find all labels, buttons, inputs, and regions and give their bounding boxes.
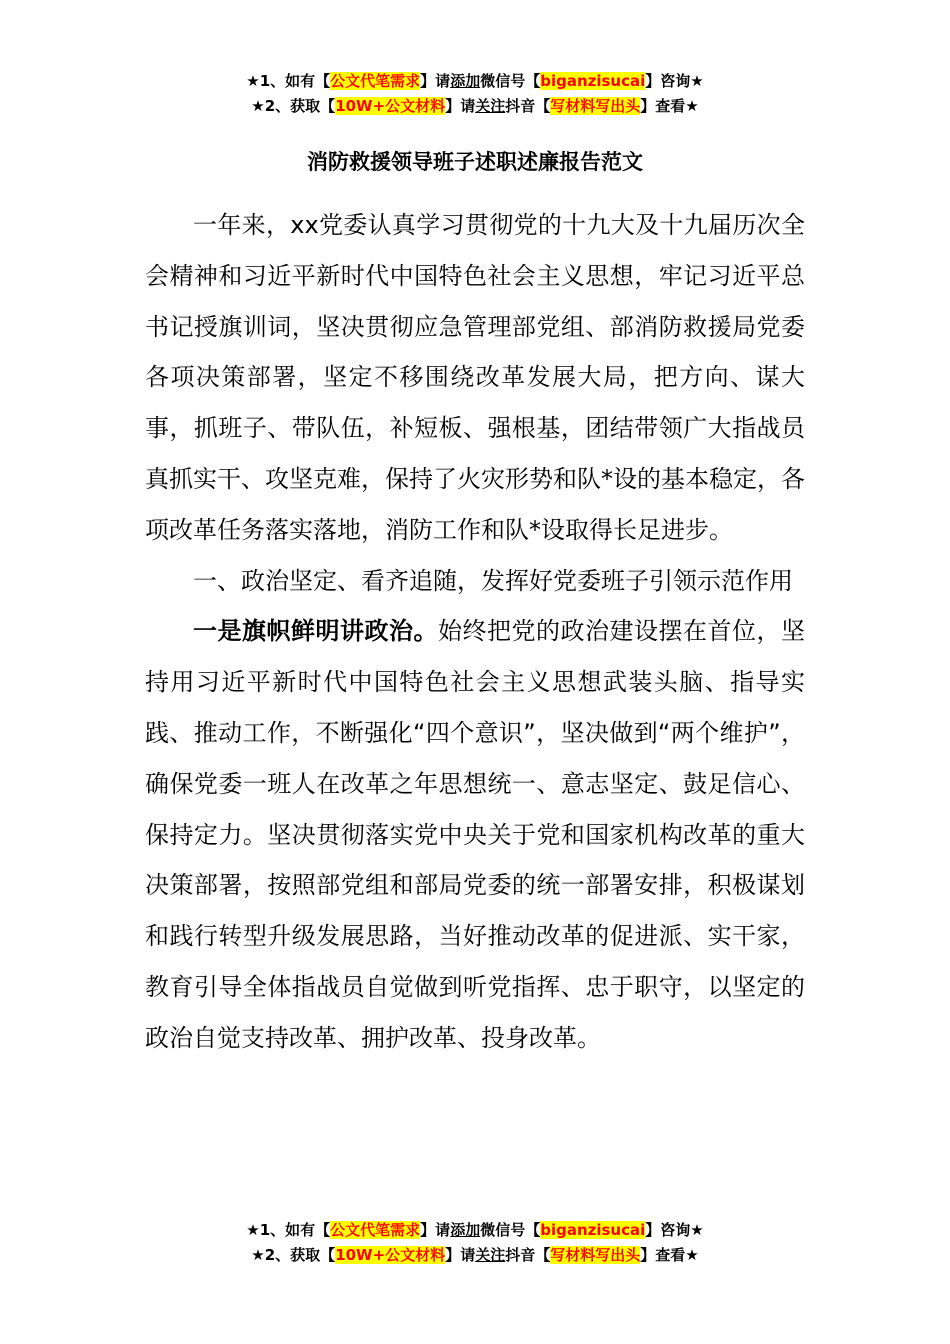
paragraph-lead-bold: 一是旗帜鲜明讲政治。 — [193, 617, 438, 646]
ad-underlined-text: 添加 — [450, 72, 481, 90]
ad-text: 】查看★ — [640, 1246, 699, 1264]
ad-highlight-wechat-id: biganzisucai — [540, 1221, 646, 1239]
ad-text: 】请 — [420, 72, 451, 90]
star-icon: ★ — [246, 1221, 260, 1239]
ad-underlined-text: 关注 — [475, 97, 506, 115]
paragraph-intro: 一年来，xx党委认真学习贯彻党的十九大及十九届历次全会精神和习近平新时代中国特色社会主义思想，牢记习近平总书记授旗训词，坚决贯彻应急管理部党组、部消防救援局党委各项决策部署，坚定不移围绕改革发展大局，把方向、谋大事，抓班子、带队伍，补短板、强根基，团结带领广大指战员真抓实干、攻坚克难，保持了火灾形势和队*设的基本稳定，各项改革任务落实落地，消防工作和队*设取得长足进步。 — [145, 211, 805, 544]
ad-highlight-wechat-id: biganzisucai — [540, 72, 646, 90]
ad-text: 】咨询★ — [645, 72, 704, 90]
ad-highlight: 10W+公文材料 — [335, 1246, 446, 1264]
ad-text: 】请 — [445, 1246, 476, 1264]
paragraph-politics — [145, 606, 805, 1063]
ad-text: 】咨询★ — [645, 1221, 704, 1239]
header-ad-line-1 — [0, 68, 950, 94]
paragraph-text: 始终把党的政治建设摆在首位，坚持用习近平新时代中国特色社会主义思想武装头脑、指导实践、推动工作，不断强化“四个意识”，坚决做到“两个维护”，确保党委一班人在改革之年思想统一、意志坚定、鼓足信心、保持定力。坚决贯彻落实党中央关于党和国家机构改革的重大决策部署，按照部党组和部局党委的统一部署安排，积极谋划和践行转型升级发展思路，当好推动改革的促进派、实干家，教育引导全体指战员自觉做到听党指挥、忠于职守，以坚定的政治自觉支持改革、拥护改革、投身改革。 — [145, 617, 805, 1052]
footer-ad-line-2 — [0, 1242, 950, 1268]
ad-text: 1、如有【 — [259, 1221, 331, 1239]
section-heading: 一、政治坚定、看齐追随，发挥好党委班子引领示范作用 — [193, 566, 793, 595]
document-title: 消防救援领导班子述职述廉报告范文 — [307, 150, 643, 174]
ad-text: 】请 — [445, 97, 476, 115]
star-icon: ★ — [251, 1246, 265, 1264]
ad-text: 抖音【 — [505, 97, 551, 115]
ad-text: 抖音【 — [505, 1246, 551, 1264]
star-icon: ★ — [251, 97, 265, 115]
ad-highlight: 公文代笔需求 — [330, 72, 421, 90]
ad-highlight: 10W+公文材料 — [335, 97, 446, 115]
ad-highlight-douyin-id: 写材料写出头 — [550, 1246, 641, 1264]
ad-text: 微信号【 — [480, 72, 541, 90]
ad-text: 1、如有【 — [259, 72, 331, 90]
document-body — [145, 200, 805, 1064]
header-ad-line-2 — [0, 93, 950, 119]
ad-text: 2、获取【 — [264, 97, 336, 115]
ad-text: 】查看★ — [640, 97, 699, 115]
ad-underlined-text: 添加 — [450, 1221, 481, 1239]
star-icon: ★ — [246, 72, 260, 90]
footer-ad-line-1 — [0, 1217, 950, 1243]
ad-underlined-text: 关注 — [475, 1246, 506, 1264]
ad-text: 】请 — [420, 1221, 451, 1239]
ad-highlight: 公文代笔需求 — [330, 1221, 421, 1239]
ad-text: 微信号【 — [480, 1221, 541, 1239]
ad-highlight-douyin-id: 写材料写出头 — [550, 97, 641, 115]
ad-text: 2、获取【 — [264, 1246, 336, 1264]
